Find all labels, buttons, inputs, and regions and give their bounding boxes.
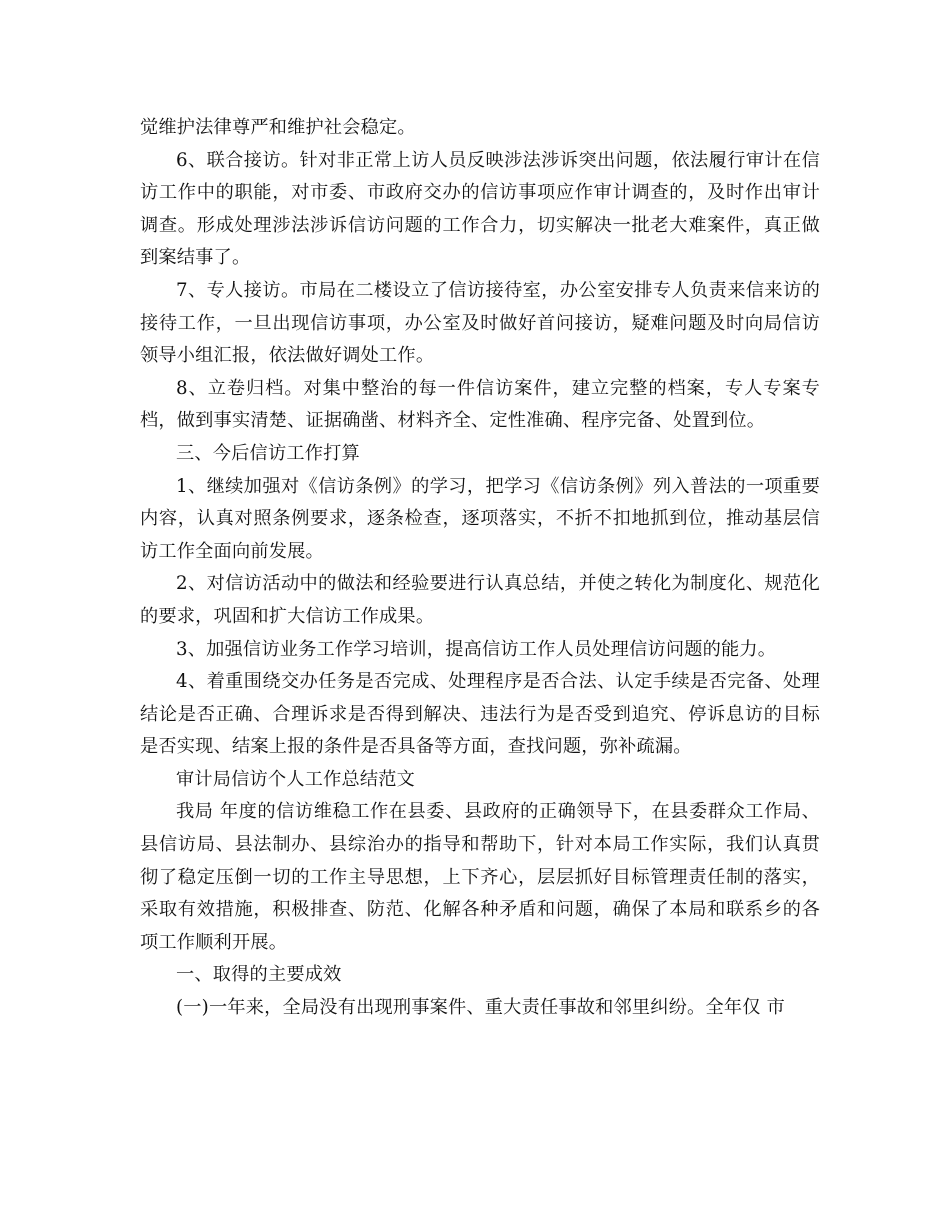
- document-subtitle: 审计局信访个人工作总结范文: [176, 768, 416, 790]
- paragraph: 1、继续加强对《信访条例》的学习，把学习《信访条例》列入普法的一项重要内容，认真对照条例要求，逐条检查，逐项落实，不折不扣地抓到位，推动基层信访工作全面向前发展。: [140, 475, 820, 562]
- paragraph: (一)一年来，全局没有出现刑事案件、重大责任事故和邻里纠纷。全年仅 市: [176, 997, 785, 1019]
- paragraph: 我局 年度的信访维稳工作在县委、县政府的正确领导下，在县委群众工作局、县信访局、县法制办、县综治办的指导和帮助下，针对本局工作实际，我们认真贯彻了稳定压倒一切的工作主导思想，上下齐心，层层抓好目标管理责任制的落实，采取有效措施，积极排查、防范、化解各种矛盾和问题，确保了本局和联系乡的各项工作顺利开展。: [140, 801, 820, 953]
- paragraph: 4、着重围绕交办任务是否完成、处理程序是否合法、认定手续是否完备、处理结论是否正确、合理诉求是否得到解决、违法行为是否受到追究、停诉息访的目标是否实现、结案上报的条件是否具备等方面，查找问题，弥补疏漏。: [140, 671, 820, 758]
- section-heading: 一、取得的主要成效: [176, 964, 342, 986]
- paragraph: 8、立卷归档。对集中整治的每一件信访案件，建立完整的档案，专人专案专档，做到事实清楚、证据确凿、材料齐全、定性准确、程序完备、处置到位。: [140, 377, 820, 432]
- paragraph: 7、专人接访。市局在二楼设立了信访接待室，办公室安排专人负责来信来访的接待工作，一旦出现信访事项，办公室及时做好首问接访，疑难问题及时向局信访领导小组汇报，依法做好调处工作。: [140, 279, 820, 367]
- paragraph: 觉维护法律尊严和维护社会稳定。: [140, 117, 416, 138]
- document-body: [140, 112, 820, 1025]
- paragraph: 3、加强信访业务工作学习培训，提高信访工作人员处理信访问题的能力。: [176, 638, 777, 660]
- section-heading: 三、今后信访工作打算: [176, 442, 360, 464]
- paragraph: 2、对信访活动中的做法和经验要进行认真总结，并使之转化为制度化、规范化的要求，巩固和扩大信访工作成果。: [140, 573, 820, 627]
- paragraph: 6、联合接访。针对非正常上访人员反映涉法涉诉突出问题，依法履行审计在信访工作中的职能，对市委、市政府交办的信访事项应作审计调查的，及时作出审计调查。形成处理涉法涉诉信访问题的工作合力，切实解决一批老大难案件，真正做到案结事了。: [140, 149, 820, 269]
